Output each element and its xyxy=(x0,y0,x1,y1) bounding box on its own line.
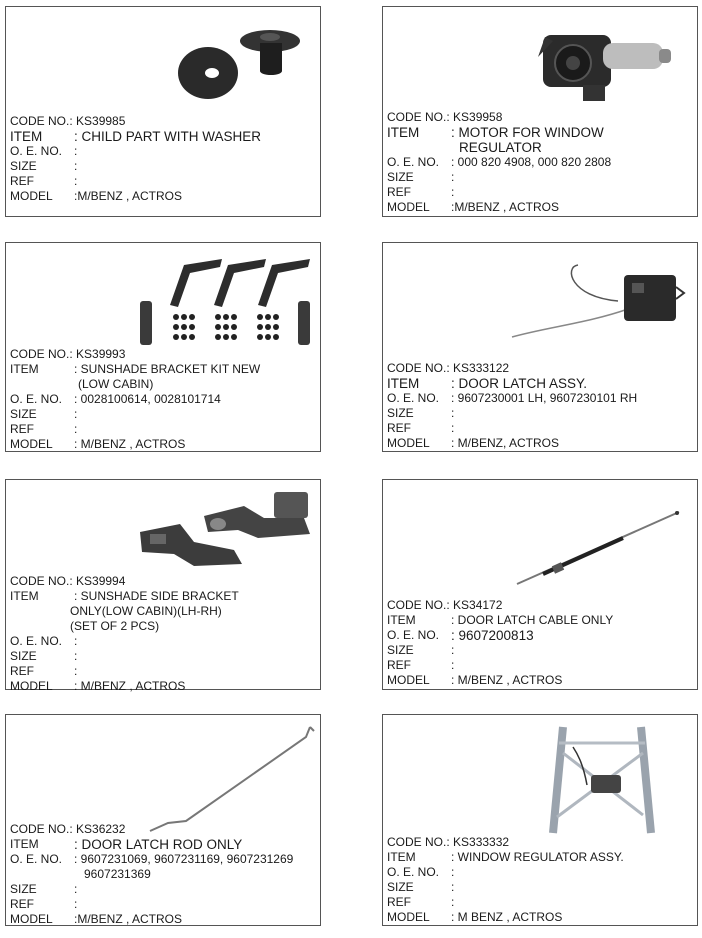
washer-part-image xyxy=(178,23,308,103)
product-card-ks34172 xyxy=(382,479,698,690)
item-value-line2: ONLY(LOW CABIN)(LH-RH) xyxy=(70,604,222,618)
oe-label: O. E. NO. xyxy=(387,391,440,405)
item-value: : DOOR LATCH ROD ONLY xyxy=(74,837,243,852)
code-value: KS39985 xyxy=(76,114,126,128)
product-spec xyxy=(10,574,239,694)
product-spec xyxy=(10,347,260,452)
model-value: :M/BENZ , ACTROS xyxy=(74,912,183,926)
ref-label: REF xyxy=(387,421,411,435)
item-label: ITEM xyxy=(10,589,39,603)
product-card-ks333332 xyxy=(382,714,698,926)
item-value-line2: REGULATOR xyxy=(459,140,542,155)
model-value: : M BENZ , ACTROS xyxy=(451,910,563,924)
model-value: : M/BENZ, ACTROS xyxy=(451,436,560,450)
oe-value: : xyxy=(451,865,455,879)
code-label: CODE NO.: xyxy=(10,574,73,588)
model-label: MODEL xyxy=(10,912,53,926)
model-value: :M/BENZ , ACTROS xyxy=(451,200,560,214)
size-label: SIZE xyxy=(10,159,37,173)
product-spec xyxy=(10,114,261,204)
size-value: : xyxy=(74,407,78,421)
item-value: : SUNSHADE BRACKET KIT NEW xyxy=(74,362,261,376)
size-value: : xyxy=(74,159,78,173)
model-value: : M/BENZ , ACTROS xyxy=(451,673,563,687)
product-spec xyxy=(387,361,637,451)
code-value: KS333122 xyxy=(453,361,510,375)
oe-value-line2: 9607231369 xyxy=(84,867,151,881)
model-label: MODEL xyxy=(10,189,53,203)
window-motor-image xyxy=(533,17,683,107)
oe-label: O. E. NO. xyxy=(10,634,63,648)
code-label: CODE NO.: xyxy=(387,361,450,375)
door-latch-cable-image xyxy=(513,508,683,588)
code-value: KS39958 xyxy=(453,110,503,124)
item-label: ITEM xyxy=(10,129,43,144)
product-spec xyxy=(10,822,293,927)
model-label: MODEL xyxy=(387,200,430,214)
oe-label: O. E. NO. xyxy=(387,628,440,642)
ref-value: : xyxy=(451,185,455,199)
oe-value: : 0028100614, 0028101714 xyxy=(74,392,221,406)
ref-label: REF xyxy=(10,897,34,911)
ref-value: : xyxy=(74,897,78,911)
model-value: : M/BENZ , ACTROS xyxy=(74,679,186,693)
item-label: ITEM xyxy=(387,125,420,140)
oe-value: : 000 820 4908, 000 820 2808 xyxy=(451,155,612,169)
product-spec xyxy=(387,110,611,215)
ref-value: : xyxy=(451,895,455,909)
size-label: SIZE xyxy=(387,643,414,657)
item-value: : DOOR LATCH ASSY. xyxy=(451,376,588,391)
window-regulator-image xyxy=(533,723,673,838)
product-spec xyxy=(387,835,624,925)
item-value: : CHILD PART WITH WASHER xyxy=(74,129,262,144)
product-card-ks333122 xyxy=(382,242,698,452)
code-value: KS36232 xyxy=(76,822,126,836)
size-label: SIZE xyxy=(387,406,414,420)
ref-value: : xyxy=(74,664,78,678)
size-label: SIZE xyxy=(10,882,37,896)
door-latch-rod-image xyxy=(146,723,316,833)
ref-label: REF xyxy=(10,664,34,678)
oe-value: : xyxy=(74,634,78,648)
code-label: CODE NO.: xyxy=(387,835,450,849)
code-label: CODE NO.: xyxy=(10,114,73,128)
item-label: ITEM xyxy=(10,362,39,376)
ref-value: : xyxy=(74,174,78,188)
size-value: : xyxy=(74,882,78,896)
code-label: CODE NO.: xyxy=(387,598,450,612)
code-value: KS34172 xyxy=(453,598,503,612)
size-value: : xyxy=(451,170,455,184)
item-label: ITEM xyxy=(387,376,420,391)
size-label: SIZE xyxy=(387,880,414,894)
size-value: : xyxy=(451,406,455,420)
product-card-ks39985 xyxy=(5,6,321,217)
item-label: ITEM xyxy=(387,850,416,864)
size-value: : xyxy=(451,643,455,657)
item-value: : WINDOW REGULATOR ASSY. xyxy=(451,850,624,864)
sunshade-bracket-kit-image xyxy=(136,251,316,356)
model-label: MODEL xyxy=(10,437,53,451)
code-label: CODE NO.: xyxy=(387,110,450,124)
ref-value: : xyxy=(74,422,78,436)
product-card-ks39994 xyxy=(5,479,321,693)
product-spec xyxy=(387,598,613,688)
ref-value: : xyxy=(451,658,455,672)
oe-label: O. E. NO. xyxy=(387,865,440,879)
item-value: : DOOR LATCH CABLE ONLY xyxy=(451,613,614,627)
code-value: KS333332 xyxy=(453,835,510,849)
oe-label: O. E. NO. xyxy=(10,144,63,158)
product-card-ks39993 xyxy=(5,242,321,452)
size-value: : xyxy=(74,649,78,663)
code-value: KS39993 xyxy=(76,347,126,361)
model-label: MODEL xyxy=(387,910,430,924)
product-card-ks36232 xyxy=(5,714,321,926)
item-value: : MOTOR FOR WINDOW xyxy=(451,125,604,140)
size-value: : xyxy=(451,880,455,894)
ref-label: REF xyxy=(10,174,34,188)
product-card-ks39958 xyxy=(382,6,698,217)
oe-label: O. E. NO. xyxy=(10,852,63,866)
oe-value: : 9607231069, 9607231169, 9607231269 xyxy=(74,852,294,866)
oe-label: O. E. NO. xyxy=(10,392,63,406)
item-label: ITEM xyxy=(10,837,39,851)
door-latch-assy-image xyxy=(508,257,688,347)
ref-value: : xyxy=(451,421,455,435)
item-value-line3: (SET OF 2 PCS) xyxy=(70,619,160,633)
sunshade-side-bracket-image xyxy=(134,488,314,573)
item-value-line2: (LOW CABIN) xyxy=(78,377,154,391)
model-value: : M/BENZ , ACTROS xyxy=(74,437,186,451)
size-label: SIZE xyxy=(387,170,414,184)
ref-label: REF xyxy=(387,658,411,672)
model-label: MODEL xyxy=(387,436,430,450)
oe-value: : 9607230001 LH, 9607230101 RH xyxy=(451,391,638,405)
code-label: CODE NO.: xyxy=(10,822,73,836)
item-value: : SUNSHADE SIDE BRACKET xyxy=(74,589,239,603)
code-value: KS39994 xyxy=(76,574,126,588)
oe-value: : xyxy=(74,144,78,158)
model-label: MODEL xyxy=(10,679,53,693)
size-label: SIZE xyxy=(10,407,37,421)
ref-label: REF xyxy=(387,185,411,199)
code-label: CODE NO.: xyxy=(10,347,73,361)
ref-label: REF xyxy=(387,895,411,909)
item-label: ITEM xyxy=(387,613,416,627)
model-label: MODEL xyxy=(387,673,430,687)
size-label: SIZE xyxy=(10,649,37,663)
ref-label: REF xyxy=(10,422,34,436)
oe-label: O. E. NO. xyxy=(387,155,440,169)
oe-value: : 9607200813 xyxy=(451,628,534,643)
model-value: :M/BENZ , ACTROS xyxy=(74,189,183,203)
